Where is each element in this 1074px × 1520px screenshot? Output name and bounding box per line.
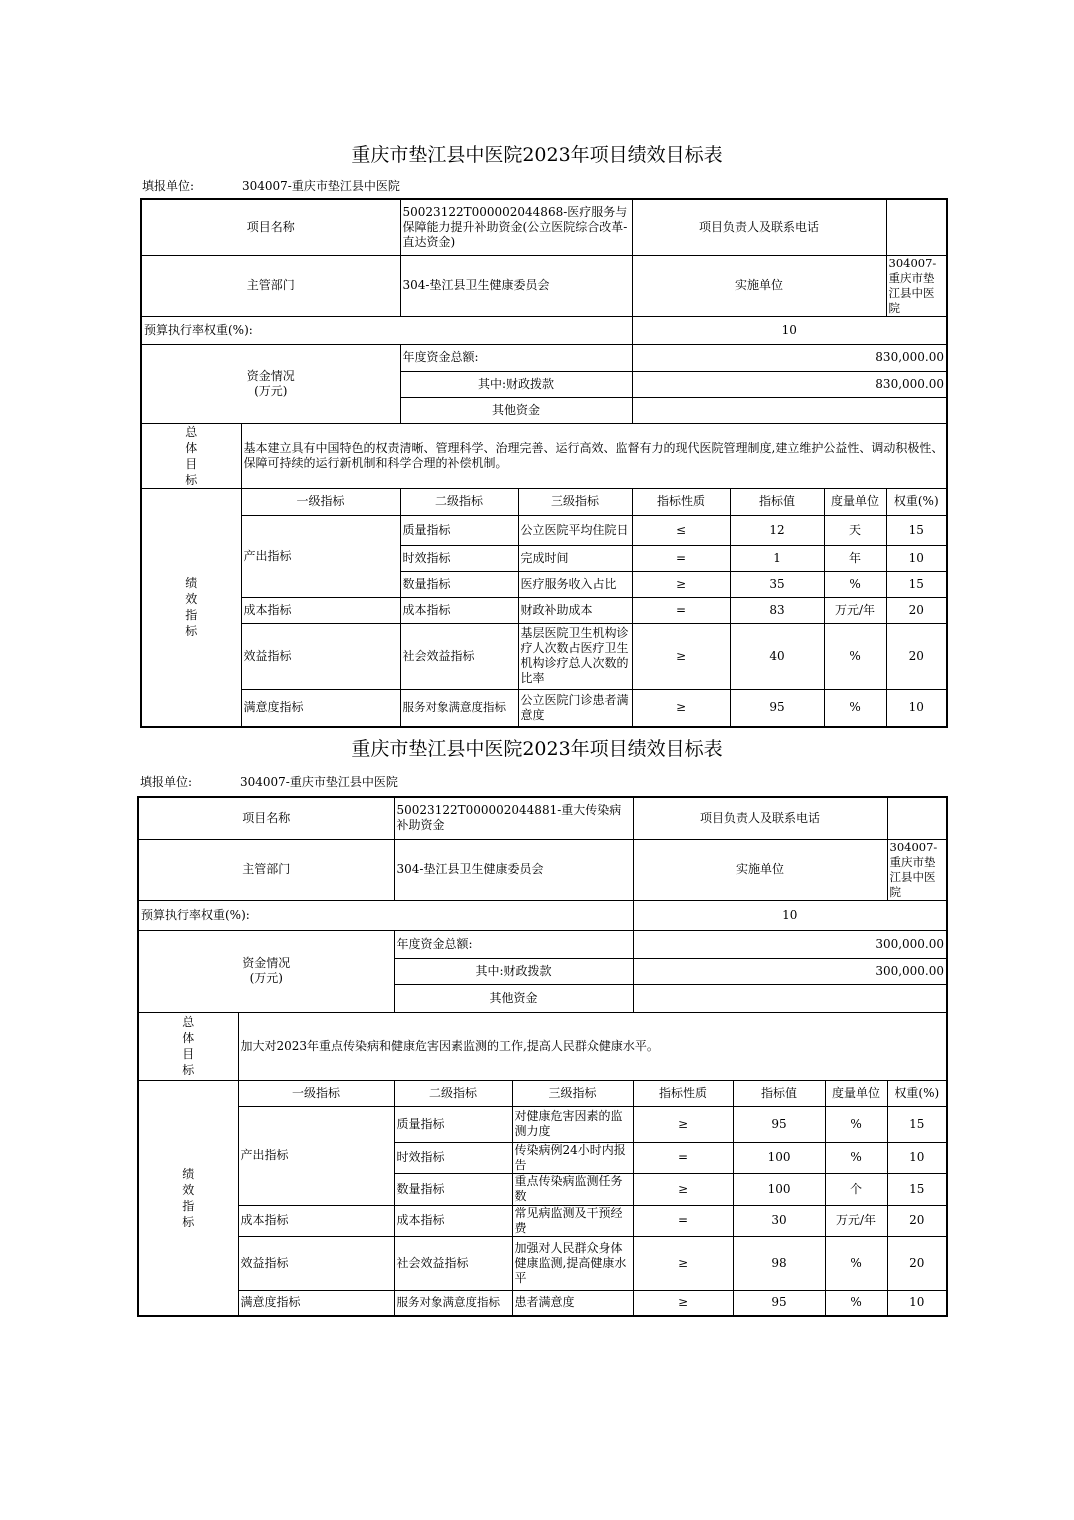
l3-cell: 传染病例24小时内报告 (512, 1142, 633, 1173)
col-header-unit: 度量单位 (824, 488, 886, 515)
nature-cell: ≥ (632, 571, 730, 597)
l2-cell: 成本指标 (394, 1205, 512, 1236)
implementer-value: 304007-重庆市垫江县中医院 (887, 839, 947, 900)
nature-cell: ≥ (632, 689, 730, 727)
l2-cell: 质量指标 (400, 515, 518, 545)
perf-char: 标 (182, 1214, 195, 1229)
table-row (138, 1290, 947, 1316)
goal-char: 体 (185, 440, 198, 455)
l2-cell: 时效指标 (400, 545, 518, 571)
goal-char: 目 (185, 456, 198, 471)
overall-goal-label (141, 423, 241, 488)
l1-benefit: 效益指标 (241, 623, 400, 689)
contact-value (886, 199, 947, 255)
reporting-unit (140, 773, 398, 790)
budget-weight-value: 10 (632, 316, 947, 344)
l3-cell: 财政补助成本 (518, 597, 632, 623)
other-funds-label: 其他资金 (394, 984, 633, 1012)
col-header-l1: 一级指标 (241, 488, 400, 515)
value-cell: 95 (733, 1106, 825, 1142)
nature-cell: = (632, 545, 730, 571)
l1-output: 产出指标 (241, 515, 400, 597)
goal-char: 标 (182, 1063, 195, 1077)
l2-cell: 服务对象满意度指标 (400, 689, 518, 727)
l2-cell: 服务对象满意度指标 (394, 1290, 512, 1316)
value-cell: 95 (733, 1290, 825, 1316)
value-cell: 35 (730, 571, 824, 597)
weight-cell: 20 (886, 623, 947, 689)
annual-total-value: 300,000.00 (633, 930, 947, 958)
l3-cell: 重点传染病监测任务数 (512, 1173, 633, 1205)
other-funds-label: 其他资金 (400, 397, 632, 423)
unit-cell: % (825, 1290, 887, 1316)
department-label: 主管部门 (138, 839, 394, 900)
l2-cell: 时效指标 (394, 1142, 512, 1173)
table-row (138, 1106, 947, 1142)
value-cell: 40 (730, 623, 824, 689)
weight-cell: 10 (886, 545, 947, 571)
col-header-l3: 三级指标 (518, 488, 632, 515)
weight-cell: 10 (887, 1290, 947, 1316)
performance-table (137, 796, 948, 1317)
l3-cell: 患者满意度 (512, 1290, 633, 1316)
contact-value (887, 797, 947, 839)
l3-cell: 公立医院门诊患者满意度 (518, 689, 632, 727)
nature-cell: ≥ (633, 1290, 733, 1316)
reporting-unit (142, 177, 400, 194)
weight-cell: 15 (886, 515, 947, 545)
funds-label (141, 344, 400, 423)
form-title: 重庆市垫江县中医院2023年项目绩效目标表 (351, 738, 723, 760)
unit-cell: 个 (825, 1173, 887, 1205)
nature-cell: = (633, 1205, 733, 1236)
col-header-unit: 度量单位 (825, 1080, 887, 1106)
funds-title: 资金情况 (246, 368, 295, 383)
l3-cell: 公立医院平均住院日 (518, 515, 632, 545)
col-header-weight: 权重(%) (887, 1080, 947, 1106)
performance-table (140, 198, 948, 728)
value-cell: 98 (733, 1236, 825, 1290)
col-header-weight: 权重(%) (886, 488, 947, 515)
weight-cell: 15 (887, 1106, 947, 1142)
weight-cell: 20 (887, 1205, 947, 1236)
l1-cost: 成本指标 (241, 597, 400, 623)
contact-label: 项目负责人及联系电话 (633, 797, 887, 839)
project-name-label: 项目名称 (141, 199, 400, 255)
goal-char: 目 (182, 1047, 195, 1061)
perf-char: 绩 (182, 1166, 195, 1181)
unit-cell: % (824, 689, 886, 727)
nature-cell: ≥ (633, 1236, 733, 1290)
unit-cell: % (824, 623, 886, 689)
l2-cell: 社会效益指标 (400, 623, 518, 689)
annual-total-label: 年度资金总额: (400, 344, 632, 371)
col-header-l1: 一级指标 (238, 1080, 394, 1106)
department-label: 主管部门 (141, 255, 400, 316)
reporting-unit-value: 304007-重庆市垫江县中医院 (242, 179, 400, 193)
weight-cell: 10 (887, 1142, 947, 1173)
funds-unit: (万元) (254, 383, 288, 398)
col-header-nature: 指标性质 (633, 1080, 733, 1106)
implementer-value: 304007-重庆市垫江县中医院 (886, 255, 947, 316)
unit-cell: 万元/年 (824, 597, 886, 623)
unit-cell: % (824, 571, 886, 597)
col-header-nature: 指标性质 (632, 488, 730, 515)
table-row (141, 515, 947, 545)
l2-cell: 质量指标 (394, 1106, 512, 1142)
l1-benefit: 效益指标 (238, 1236, 394, 1290)
unit-cell: % (825, 1142, 887, 1173)
perf-char: 绩 (185, 576, 198, 591)
nature-cell: ≥ (632, 623, 730, 689)
overall-goal-text: 基本建立具有中国特色的权责清晰、管理科学、治理完善、运行高效、监督有力的现代医院管理制度,建立维护公益性、调动积极性、保障可持续的运行新机制和科学合理的补偿机制。 (241, 423, 947, 488)
budget-weight-value: 10 (633, 900, 947, 930)
col-header-value: 指标值 (733, 1080, 825, 1106)
unit-cell: % (825, 1236, 887, 1290)
col-header-l2: 二级指标 (400, 488, 518, 515)
l3-cell: 完成时间 (518, 545, 632, 571)
budget-weight-label: 预算执行率权重(%): (138, 900, 633, 930)
funds-unit: (万元) (249, 971, 283, 985)
l2-cell: 成本指标 (400, 597, 518, 623)
fiscal-label: 其中:财政拨款 (394, 958, 633, 984)
fiscal-label: 其中:财政拨款 (400, 371, 632, 397)
nature-cell: ≥ (633, 1173, 733, 1205)
reporting-unit-label: 填报单位: (142, 179, 195, 193)
table-row (141, 623, 947, 689)
fiscal-value: 300,000.00 (633, 958, 947, 984)
annual-total-label: 年度资金总额: (394, 930, 633, 958)
l3-cell: 常见病监测及干预经费 (512, 1205, 633, 1236)
col-header-l2: 二级指标 (394, 1080, 512, 1106)
implementer-label: 实施单位 (633, 839, 887, 900)
table-row (141, 597, 947, 623)
perf-char: 效 (182, 1182, 195, 1197)
value-cell: 83 (730, 597, 824, 623)
reporting-unit-value: 304007-重庆市垫江县中医院 (240, 775, 398, 789)
overall-goal-text: 加大对2023年重点传染病和健康危害因素监测的工作,提高人民群众健康水平。 (238, 1012, 947, 1080)
weight-cell: 15 (887, 1173, 947, 1205)
value-cell: 100 (733, 1173, 825, 1205)
weight-cell: 15 (886, 571, 947, 597)
col-header-value: 指标值 (730, 488, 824, 515)
project-name-value: 50023122T000002044868-医疗服务与保障能力提升补助资金(公立医院综合改革-直达资金) (400, 199, 632, 255)
l2-cell: 社会效益指标 (394, 1236, 512, 1290)
value-cell: 95 (730, 689, 824, 727)
goal-char: 标 (185, 472, 198, 487)
overall-goal-label (138, 1012, 238, 1080)
l3-cell: 医疗服务收入占比 (518, 571, 632, 597)
goal-char: 体 (182, 1031, 195, 1045)
value-cell: 12 (730, 515, 824, 545)
other-funds-value (632, 397, 947, 423)
l1-output: 产出指标 (238, 1106, 394, 1205)
funds-label (138, 930, 394, 1012)
table-row (141, 689, 947, 727)
department-value: 304-垫江县卫生健康委员会 (400, 255, 632, 316)
unit-cell: % (825, 1106, 887, 1142)
weight-cell: 10 (886, 689, 947, 727)
contact-label: 项目负责人及联系电话 (632, 199, 886, 255)
value-cell: 30 (733, 1205, 825, 1236)
table-row (138, 1205, 947, 1236)
perf-char: 效 (185, 592, 198, 607)
annual-total-value: 830,000.00 (632, 344, 947, 371)
funds-title: 资金情况 (242, 956, 291, 970)
perf-char: 指 (182, 1198, 195, 1213)
unit-cell: 万元/年 (825, 1205, 887, 1236)
value-cell: 100 (733, 1142, 825, 1173)
weight-cell: 20 (886, 597, 947, 623)
table-row (138, 1236, 947, 1290)
other-funds-value (633, 984, 947, 1012)
l2-cell: 数量指标 (400, 571, 518, 597)
nature-cell: = (632, 597, 730, 623)
l1-cost: 成本指标 (238, 1205, 394, 1236)
l3-cell: 对健康危害因素的监测力度 (512, 1106, 633, 1142)
implementer-label: 实施单位 (632, 255, 886, 316)
form-title: 重庆市垫江县中医院2023年项目绩效目标表 (351, 144, 723, 166)
nature-cell: = (633, 1142, 733, 1173)
department-value: 304-垫江县卫生健康委员会 (394, 839, 633, 900)
project-name-value: 50023122T000002044881-重大传染病补助资金 (394, 797, 633, 839)
reporting-unit-label: 填报单位: (140, 775, 193, 789)
weight-cell: 20 (887, 1236, 947, 1290)
unit-cell: 天 (824, 515, 886, 545)
project-name-label: 项目名称 (138, 797, 394, 839)
value-cell: 1 (730, 545, 824, 571)
fiscal-value: 830,000.00 (632, 371, 947, 397)
l1-satisfaction: 满意度指标 (241, 689, 400, 727)
l3-cell: 加强对人民群众身体健康监测,提高健康水平 (512, 1236, 633, 1290)
goal-char: 总 (182, 1015, 195, 1029)
l1-satisfaction: 满意度指标 (238, 1290, 394, 1316)
nature-cell: ≥ (633, 1106, 733, 1142)
perf-char: 标 (185, 624, 198, 639)
performance-indicator-label (141, 488, 241, 727)
budget-weight-label: 预算执行率权重(%): (141, 316, 632, 344)
col-header-l3: 三级指标 (512, 1080, 633, 1106)
nature-cell: ≤ (632, 515, 730, 545)
l3-cell: 基层医院卫生机构诊疗人次数占医疗卫生机构诊疗总人次数的比率 (518, 623, 632, 689)
goal-char: 总 (185, 424, 198, 439)
performance-indicator-label (138, 1080, 238, 1316)
unit-cell: 年 (824, 545, 886, 571)
l2-cell: 数量指标 (394, 1173, 512, 1205)
perf-char: 指 (185, 608, 198, 623)
